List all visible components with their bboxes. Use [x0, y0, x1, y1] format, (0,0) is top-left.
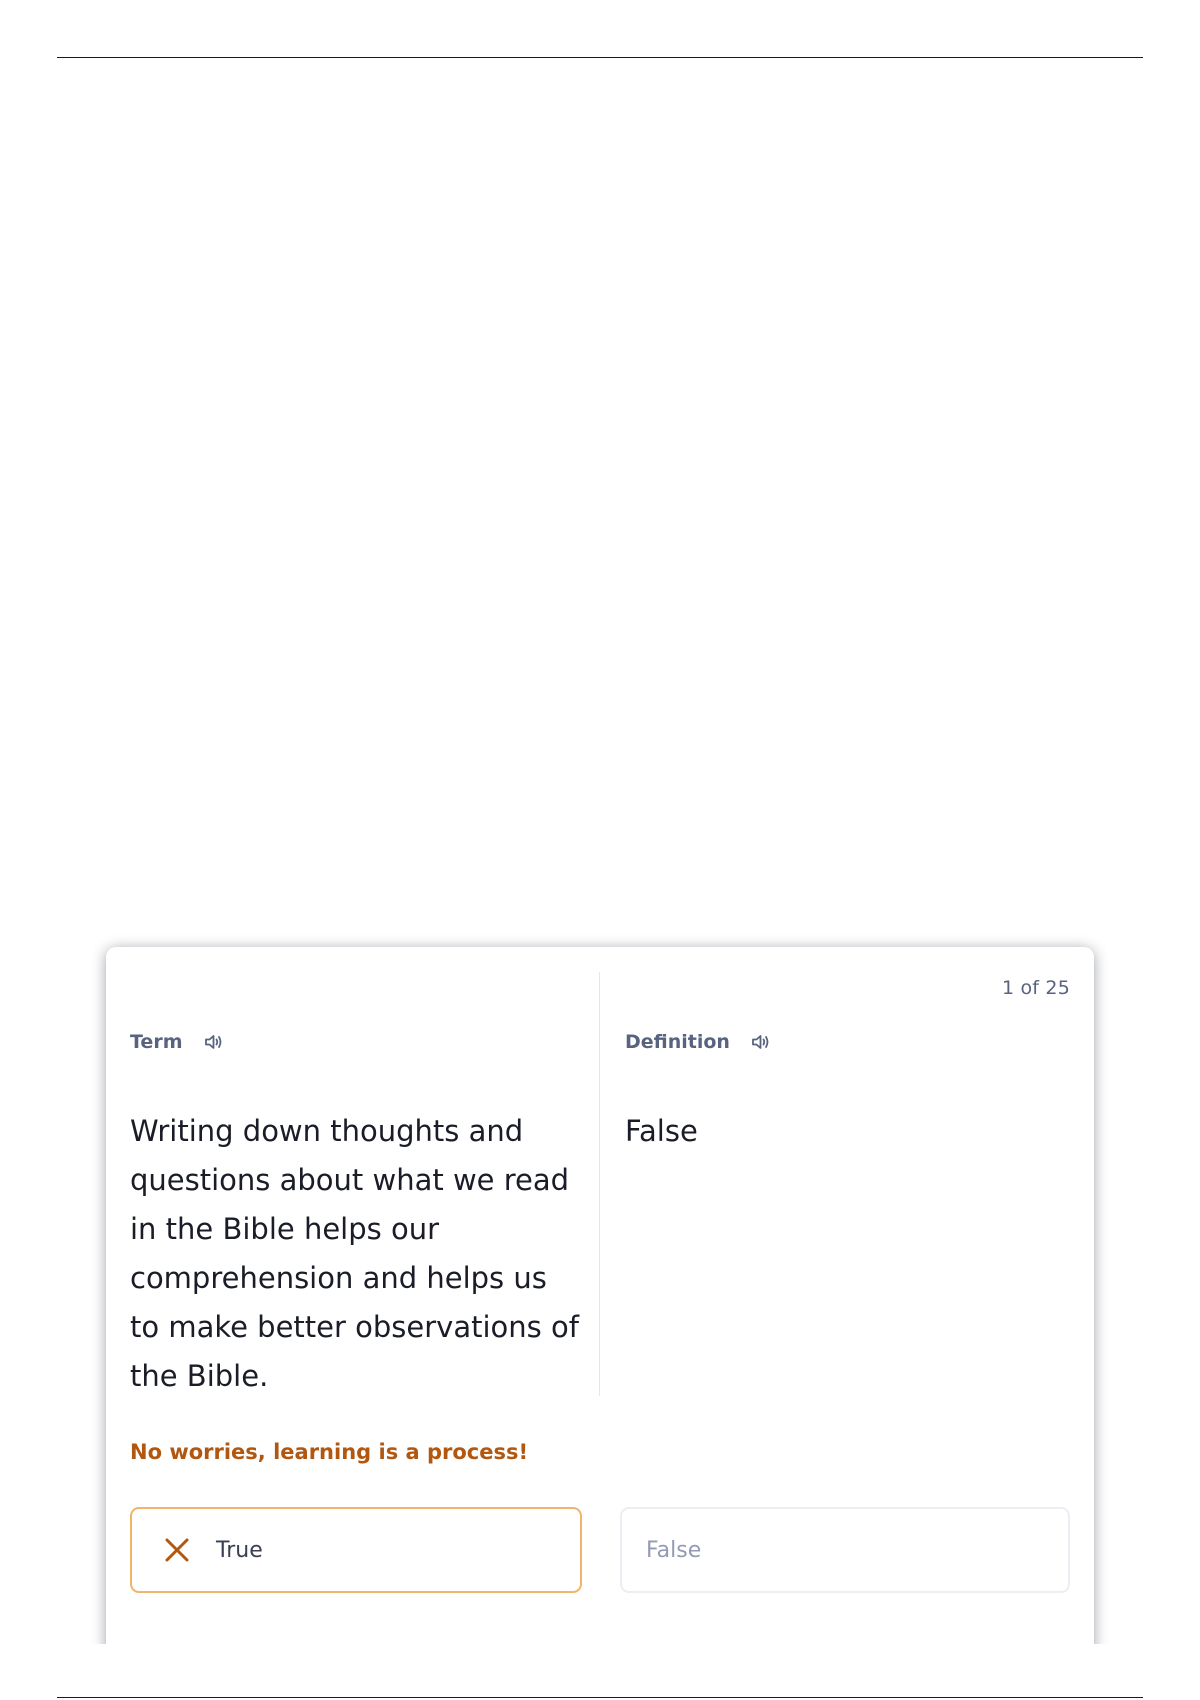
- definition-label: Definition: [625, 1031, 730, 1053]
- flashcard-viewport: [80, 930, 1120, 1644]
- term-header: [130, 1031, 225, 1053]
- answer-option-false[interactable]: [620, 1507, 1070, 1593]
- feedback-message: No worries, learning is a process!: [130, 1440, 529, 1464]
- card-counter: 1 of 25: [1001, 977, 1070, 999]
- page-bottom-rule: [57, 1697, 1143, 1698]
- card-divider: [599, 972, 600, 1396]
- term-text: Writing down thoughts and questions about what we read in the Bible helps our comprehension and helps us to make better observations of the Bible.: [130, 1114, 579, 1393]
- flashcard: [106, 947, 1094, 1644]
- close-x-icon: [162, 1535, 192, 1565]
- answer-option-label: True: [216, 1537, 263, 1563]
- definition-text: False: [625, 1114, 698, 1148]
- answer-option-label: False: [646, 1537, 702, 1563]
- definition-header: [625, 1031, 772, 1053]
- term-audio-icon[interactable]: [203, 1031, 225, 1053]
- term-label: Term: [130, 1031, 183, 1053]
- answer-option-true[interactable]: [130, 1507, 582, 1593]
- page-top-rule: [57, 57, 1143, 58]
- definition-audio-icon[interactable]: [750, 1031, 772, 1053]
